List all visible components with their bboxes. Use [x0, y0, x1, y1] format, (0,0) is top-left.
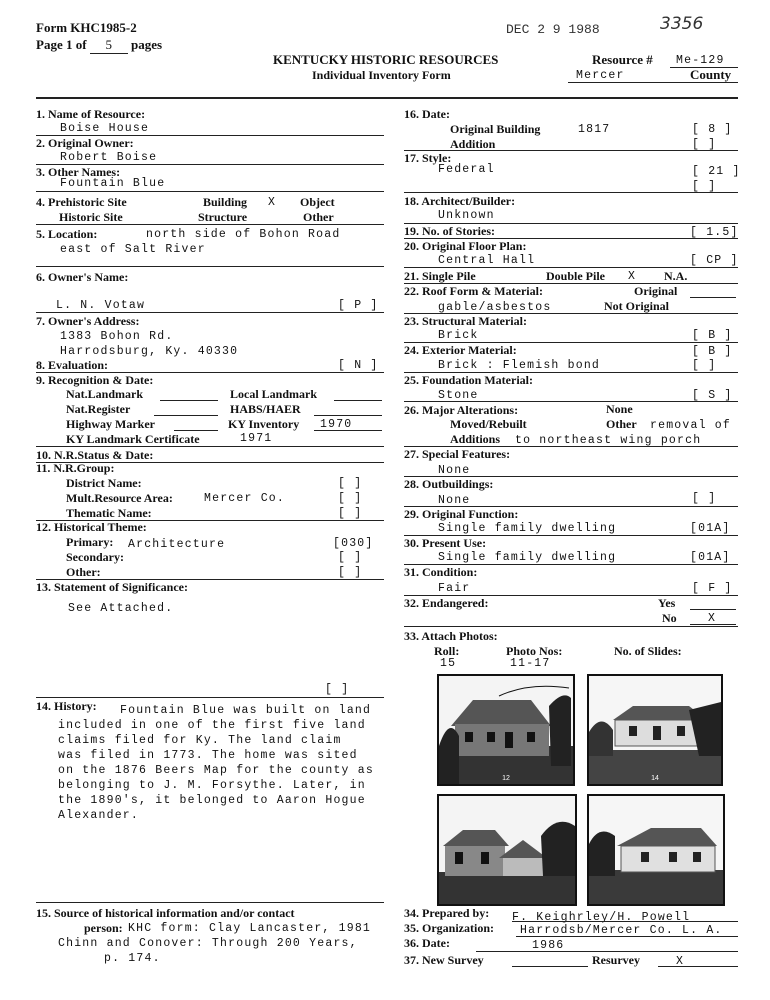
foundation-value: Stone	[438, 389, 479, 402]
style-code-2: [ ]	[692, 180, 717, 193]
field-2-label: 2. Original Owner:	[36, 136, 134, 150]
ky-landmark-certificate-value: 1971	[240, 432, 273, 445]
outbuildings-code: [ ]	[692, 492, 717, 505]
field-4-historic-site: Historic Site	[59, 210, 123, 224]
organization-value: Harrodsb/Mercer Co. L. A.	[520, 924, 723, 937]
endangered-yes: Yes	[658, 596, 676, 610]
received-stamp: DEC 2 9 1988	[506, 22, 600, 37]
field-9-label: 9. Recognition & Date:	[36, 373, 154, 387]
alterations-other-value: removal of	[650, 419, 732, 432]
field-30-label: 30. Present Use:	[404, 536, 487, 550]
highway-marker: Highway Marker	[66, 417, 155, 431]
moved-rebuilt: Moved/Rebuilt	[450, 417, 527, 431]
double-pile-x: X	[628, 270, 637, 283]
roof-value: gable/asbestos	[438, 301, 552, 314]
field-33-label: 33. Attach Photos:	[404, 629, 498, 643]
resource-label: Resource #	[592, 52, 653, 67]
field-22-label: 22. Roof Form & Material:	[404, 284, 543, 298]
theme-secondary: Secondary:	[66, 550, 124, 564]
field-6-value: L. N. Votaw	[56, 299, 146, 312]
exterior-code-2: [ ]	[692, 359, 717, 372]
field-5-line1: north side of Bohon Road	[146, 228, 341, 241]
original-building: Original Building	[450, 122, 541, 136]
nat-register: Nat.Register	[66, 402, 131, 416]
field-8-label: 8. Evaluation:	[36, 358, 109, 372]
original-function-code: [01A]	[690, 522, 731, 535]
source-line-3: p. 174.	[104, 952, 161, 965]
field-13-code: [ ]	[325, 683, 350, 696]
original-function-value: Single family dwelling	[438, 522, 617, 535]
field-6-label: 6. Owner's Name:	[36, 270, 129, 284]
field-4-other: Other	[303, 210, 334, 224]
exterior-value: Brick : Flemish bond	[438, 359, 601, 372]
mult-resource-area: Mult.Resource Area:	[66, 491, 173, 505]
field-35-label: 35. Organization:	[404, 921, 494, 935]
field-5-label: 5. Location:	[36, 227, 98, 241]
field-1-value: Boise House	[60, 122, 150, 135]
field-4-building-x: X	[268, 196, 277, 209]
history-line-7: the 1890's, it belonged to Aaron Hogue	[58, 794, 366, 807]
field-34-label: 34. Prepared by:	[404, 906, 490, 920]
theme-other: Other:	[66, 565, 101, 579]
form-number: Form KHC1985-2	[36, 20, 137, 35]
field-4-label: 4. Prehistoric Site	[36, 195, 127, 209]
exterior-code-1: [ B ]	[692, 345, 733, 358]
photo-roll-label: Roll:	[434, 644, 460, 658]
photo-2-number: 14	[651, 775, 659, 782]
local-landmark: Local Landmark	[230, 387, 318, 401]
field-19-label: 19. No. of Stories:	[404, 224, 495, 238]
history-line-4: was filed in 1773. The home was sited	[58, 749, 358, 762]
form-subtitle: Individual Inventory Form	[312, 68, 451, 82]
page-count: Page 1 of 5 pages	[36, 37, 163, 52]
outbuildings-value: None	[438, 494, 471, 507]
photo-3	[437, 794, 577, 906]
field-27-label: 27. Special Features:	[404, 447, 511, 461]
field-13-label: 13. Statement of Significance:	[36, 580, 188, 594]
slides-label: No. of Slides:	[614, 644, 682, 658]
structural-value: Brick	[438, 329, 479, 342]
field-13-value: See Attached.	[68, 602, 174, 615]
history-line-6: belonging to J. M. Forsythe. Later, in	[58, 779, 366, 792]
field-15-label: 15. Source of historical information and/or contact	[36, 906, 295, 920]
alterations-none: None	[606, 402, 633, 416]
condition-value: Fair	[438, 582, 471, 595]
thematic-code: [ ]	[338, 507, 363, 520]
floor-plan-value: Central Hall	[438, 254, 536, 267]
field-16-label: 16. Date:	[404, 107, 450, 121]
field-4-building: Building	[203, 195, 248, 209]
style-code-1: [ 21 ]	[692, 165, 741, 178]
addition-code: [ ]	[692, 138, 717, 151]
source-line-2: Chinn and Conover: Through 200 Years,	[58, 937, 358, 950]
field-11-label: 11. N.R.Group:	[36, 461, 115, 475]
field-7-label: 7. Owner's Address:	[36, 314, 140, 328]
history-line-2: included in one of the first five land	[58, 719, 366, 732]
field-31-label: 31. Condition:	[404, 565, 478, 579]
district-code: [ ]	[338, 477, 363, 490]
alterations-additions-value: to northeast wing porch	[515, 434, 702, 447]
resurvey-value: X	[676, 955, 685, 968]
field-20-label: 20. Original Floor Plan:	[404, 239, 527, 253]
field-7-line2: Harrodsburg, Ky. 40330	[60, 345, 239, 358]
field-1-label: 1. Name of Resource:	[36, 107, 146, 121]
photo-1	[437, 674, 575, 786]
field-25-label: 25. Foundation Material:	[404, 373, 533, 387]
floor-plan-code: [ CP ]	[690, 254, 739, 267]
history-line-5: on the 1876 Beers Map for the county as	[58, 764, 374, 777]
field-8-code: [ N ]	[338, 359, 379, 372]
photo-roll-value: 15	[440, 657, 457, 670]
field-24-label: 24. Exterior Material:	[404, 343, 517, 357]
field-12-label: 12. Historical Theme:	[36, 520, 147, 534]
nat-landmark: Nat.Landmark	[66, 387, 144, 401]
field-3-value: Fountain Blue	[60, 177, 166, 190]
resource-number: Me-129	[676, 54, 725, 67]
form-title: KENTUCKY HISTORIC RESOURCES	[273, 52, 499, 67]
field-5-line2: east of Salt River	[60, 243, 206, 256]
photo-nos-label: Photo Nos:	[506, 644, 563, 658]
field-4-object: Object	[300, 195, 335, 209]
endangered-no-value: X	[708, 612, 717, 625]
present-use-value: Single family dwelling	[438, 551, 617, 564]
theme-other-code: [ ]	[338, 566, 363, 579]
double-pile: Double Pile	[546, 269, 605, 283]
ky-inventory-value: 1970	[320, 418, 353, 431]
county-label: County	[690, 67, 732, 82]
roof-not-original: Not Original	[604, 299, 669, 313]
special-features-value: None	[438, 464, 471, 477]
field-2-value: Robert Boise	[60, 151, 158, 164]
ky-inventory: KY Inventory	[228, 417, 300, 431]
architect-value: Unknown	[438, 209, 495, 222]
field-21-label: 21. Single Pile	[404, 269, 476, 283]
field-17-label: 17. Style:	[404, 151, 452, 165]
field-18-label: 18. Architect/Builder:	[404, 194, 516, 208]
style-value: Federal	[438, 163, 495, 176]
handwritten-number: 3356	[660, 14, 704, 34]
original-building-code: [ 8 ]	[692, 123, 733, 136]
field-15-person: person:	[84, 921, 123, 935]
field-6-code: [ P ]	[338, 299, 379, 312]
field-4-structure: Structure	[198, 210, 248, 224]
photo-nos-value: 11-17	[510, 657, 551, 670]
history-line-3: claims filed for Ky. The land claim	[58, 734, 342, 747]
structural-code: [ B ]	[692, 329, 733, 342]
field-37-label: 37. New Survey	[404, 953, 484, 967]
history-line-8: Alexander.	[58, 809, 140, 822]
present-use-code: [01A]	[690, 551, 731, 564]
field-28-label: 28. Outbuildings:	[404, 477, 494, 491]
condition-code: [ F ]	[692, 582, 733, 595]
mult-resource-area-code: [ ]	[338, 492, 363, 505]
ky-landmark-certificate: KY Landmark Certificate	[66, 432, 200, 446]
habs-haer: HABS/HAER	[230, 402, 301, 416]
addition: Addition	[450, 137, 496, 151]
field-32-label: 32. Endangered:	[404, 596, 489, 610]
alterations-additions: Additions	[450, 432, 501, 446]
theme-primary-code: [030]	[333, 537, 374, 550]
theme-primary-value: Architecture	[128, 538, 226, 551]
alterations-other: Other	[606, 417, 637, 431]
field-14-label: 14. History:	[36, 699, 97, 713]
county-value: Mercer	[576, 69, 625, 82]
prepared-by-value: F. Keighrley/H. Powell	[512, 911, 691, 924]
field-36-label: 36. Date:	[404, 936, 450, 950]
source-line-1: KHC form: Clay Lancaster, 1981	[128, 922, 372, 935]
mult-resource-area-value: Mercer Co.	[204, 492, 286, 505]
field-23-label: 23. Structural Material:	[404, 314, 527, 328]
stories-code: [ 1.5]	[690, 226, 739, 239]
photo-2	[587, 674, 723, 786]
district-name: District Name:	[66, 476, 142, 490]
theme-secondary-code: [ ]	[338, 551, 363, 564]
pile-na: N.A.	[664, 269, 688, 283]
field-10-label: 10. N.R.Status & Date:	[36, 448, 154, 462]
photo-1-number: 12	[502, 775, 510, 782]
roof-original: Original	[634, 284, 678, 298]
foundation-code: [ S ]	[692, 389, 733, 402]
history-line-1: Fountain Blue was built on land	[120, 704, 372, 717]
endangered-no: No	[662, 611, 677, 625]
field-7-line1: 1383 Bohon Rd.	[60, 330, 174, 343]
field-3-label: 3. Other Names:	[36, 165, 121, 179]
field-29-label: 29. Original Function:	[404, 507, 519, 521]
field-26-label: 26. Major Alterations:	[404, 403, 519, 417]
original-building-value: 1817	[578, 123, 611, 136]
thematic-name: Thematic Name:	[66, 506, 152, 520]
resurvey-label: Resurvey	[592, 953, 640, 967]
photo-4	[587, 794, 725, 906]
date-value: 1986	[532, 939, 565, 952]
theme-primary: Primary:	[66, 535, 114, 549]
